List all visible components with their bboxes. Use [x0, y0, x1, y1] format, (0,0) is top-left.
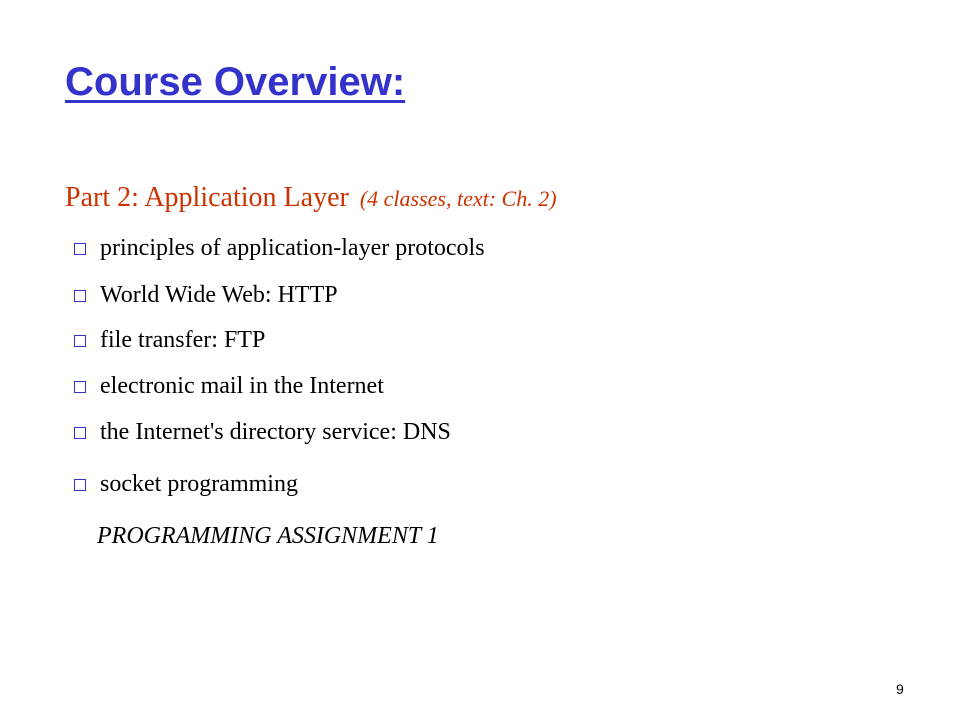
list-item-text: the Internet's directory service: DNS: [100, 419, 451, 445]
list-item: [74, 469, 298, 499]
page-number: 9: [896, 681, 904, 697]
section-heading: Part 2: Application Layer: [65, 182, 349, 213]
section-subtitle: [65, 180, 557, 217]
square-bullet-icon: [74, 243, 86, 255]
list-item: [74, 371, 384, 401]
list-item: [74, 417, 451, 447]
list-item-text: file transfer: FTP: [100, 327, 266, 353]
assignment-note: PROGRAMMING ASSIGNMENT 1: [97, 523, 439, 549]
list-item-text: socket programming: [100, 471, 298, 497]
section-note: (4 classes, text: Ch. 2): [359, 186, 557, 211]
square-bullet-icon: [74, 479, 86, 491]
list-item: [74, 325, 265, 355]
square-bullet-icon: [74, 381, 86, 393]
list-item: [74, 280, 338, 310]
slide-title: Course Overview:: [65, 60, 406, 104]
list-item-text: electronic mail in the Internet: [100, 373, 384, 399]
list-item-text: principles of application-layer protocols: [100, 235, 485, 261]
square-bullet-icon: [74, 290, 86, 302]
square-bullet-icon: [74, 335, 86, 347]
square-bullet-icon: [74, 427, 86, 439]
list-item-text: World Wide Web: HTTP: [100, 282, 338, 308]
list-item: [74, 233, 485, 263]
